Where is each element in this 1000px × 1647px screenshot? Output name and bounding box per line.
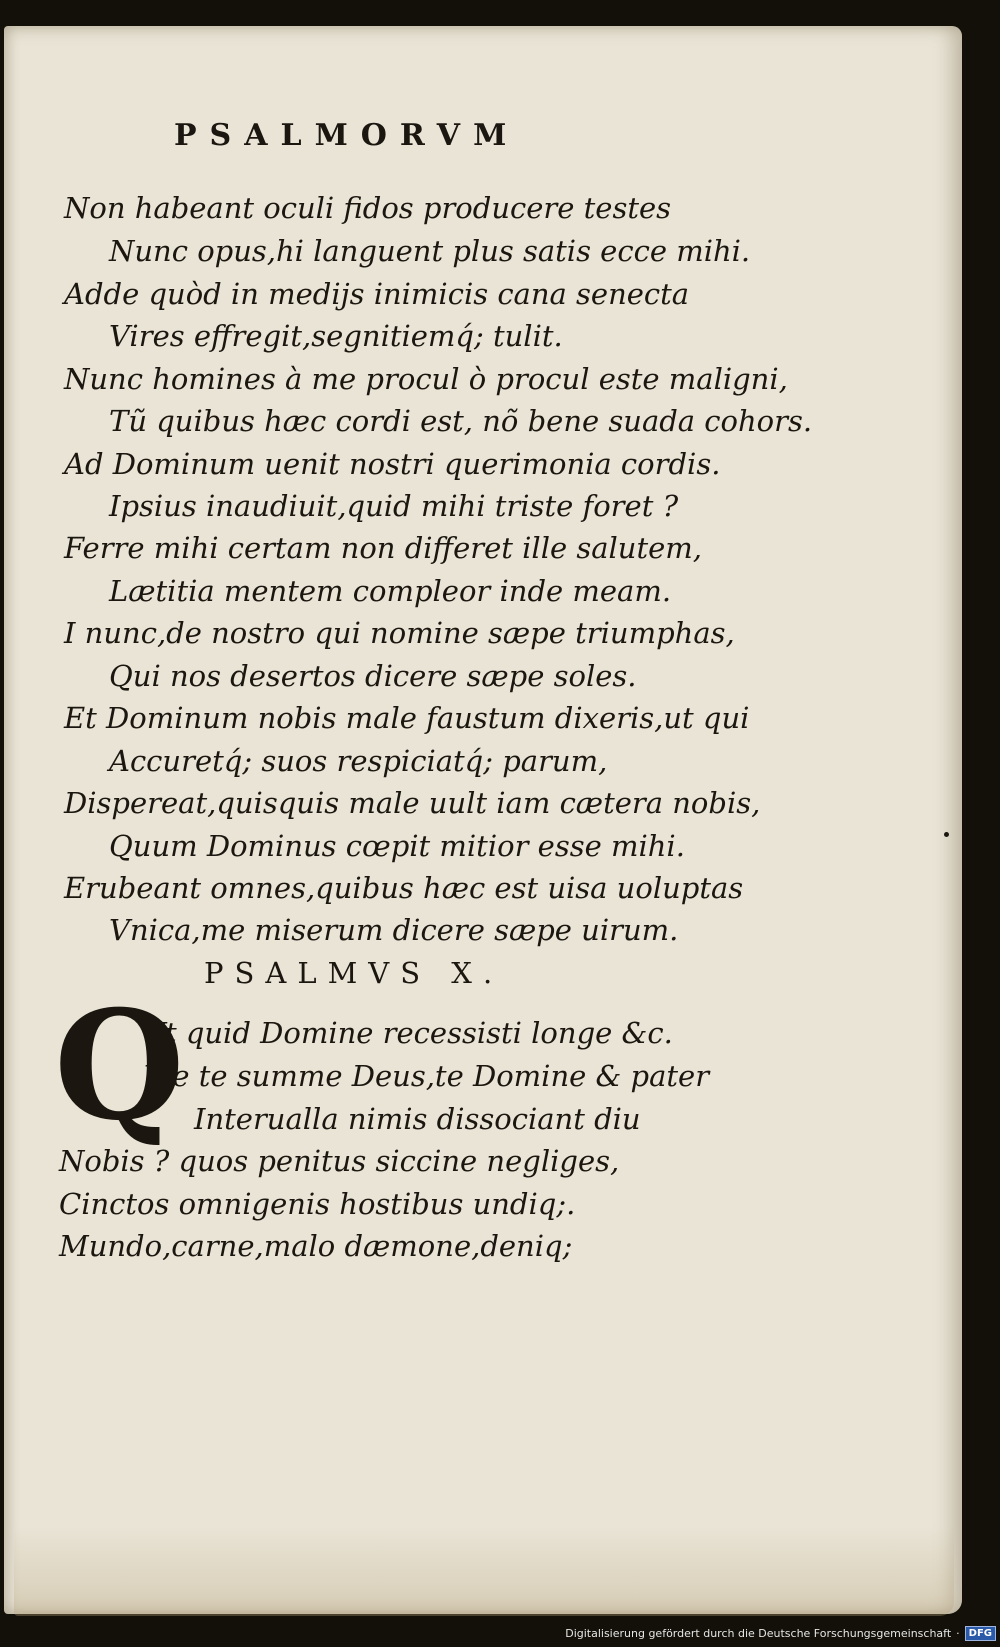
psalm-line: Mundo,carne,malo dæmone,deniq; <box>59 1229 573 1263</box>
psalm-line: Vt quid Domine recessisti longe &c. <box>144 1016 673 1050</box>
running-head: PSALMORVM <box>174 118 520 153</box>
psalm-line: Nobis ? quos penitus siccine negliges, <box>59 1144 620 1178</box>
verse-line: Ad Dominum uenit nostri querimonia cordis. <box>64 447 721 481</box>
verse-line: Tũ quibus hæc cordi est, nõ bene suada cohors. <box>109 404 813 438</box>
verse-line: Erubeant omnes,quibus hæc est uisa uoluptas <box>64 871 744 905</box>
dfg-logo-icon: DFG <box>965 1626 996 1641</box>
page-text <box>4 26 962 1614</box>
verse-line: Accuretq́; suos respiciatq́; parum, <box>109 744 608 778</box>
verse-line: Quum Dominus cœpit mitior esse mihi. <box>109 829 685 863</box>
verse-line: Vnica,me miserum dicere sæpe uirum. <box>109 913 679 947</box>
verse-line: Et Dominum nobis male faustum dixeris,ut qui <box>64 701 750 735</box>
verse-line: I nunc,de nostro qui nomine sæpe triumphas, <box>64 616 735 650</box>
verse-line: Vires effregit,segnitiemq́; tulit. <box>109 319 563 353</box>
psalm-line: Cinctos omnigenis hostibus undiq;. <box>59 1187 576 1221</box>
psalm-title: PSALMVS X. <box>204 956 504 990</box>
verse-line: Non habeant oculi fidos producere testes <box>64 191 672 225</box>
verse-line: Lætitia mentem compleor inde meam. <box>109 574 672 608</box>
psalm-line: Interualla nimis dissociant diu <box>194 1102 641 1136</box>
verse-line: Ferre mihi certam non differet ille salutem, <box>64 531 703 565</box>
verse-line: Qui nos desertos dicere sæpe soles. <box>109 659 637 693</box>
psalm-line: Væ te summe Deus,te Domine & pater <box>144 1059 710 1093</box>
verse-line: Ipsius inaudiuit,quid mihi triste foret ? <box>109 489 679 523</box>
verse-line: Nunc opus,hi languent plus satis ecce mihi. <box>109 234 751 268</box>
footer-text: Digitalisierung gefördert durch die Deutsche Forschungsgemeinschaft <box>565 1626 952 1640</box>
decorated-initial: Q <box>54 978 185 1154</box>
verse-line: Dispereat,quisquis male uult iam cætera nobis, <box>64 786 761 820</box>
verse-line: Nunc homines à me procul ò procul este maligni, <box>64 362 788 396</box>
book-page <box>4 26 962 1614</box>
ink-dot <box>944 832 949 837</box>
footer-separator: · <box>956 1626 960 1640</box>
verse-line: Adde quòd in medijs inimicis cana senecta <box>64 277 690 311</box>
footer <box>565 1622 996 1644</box>
